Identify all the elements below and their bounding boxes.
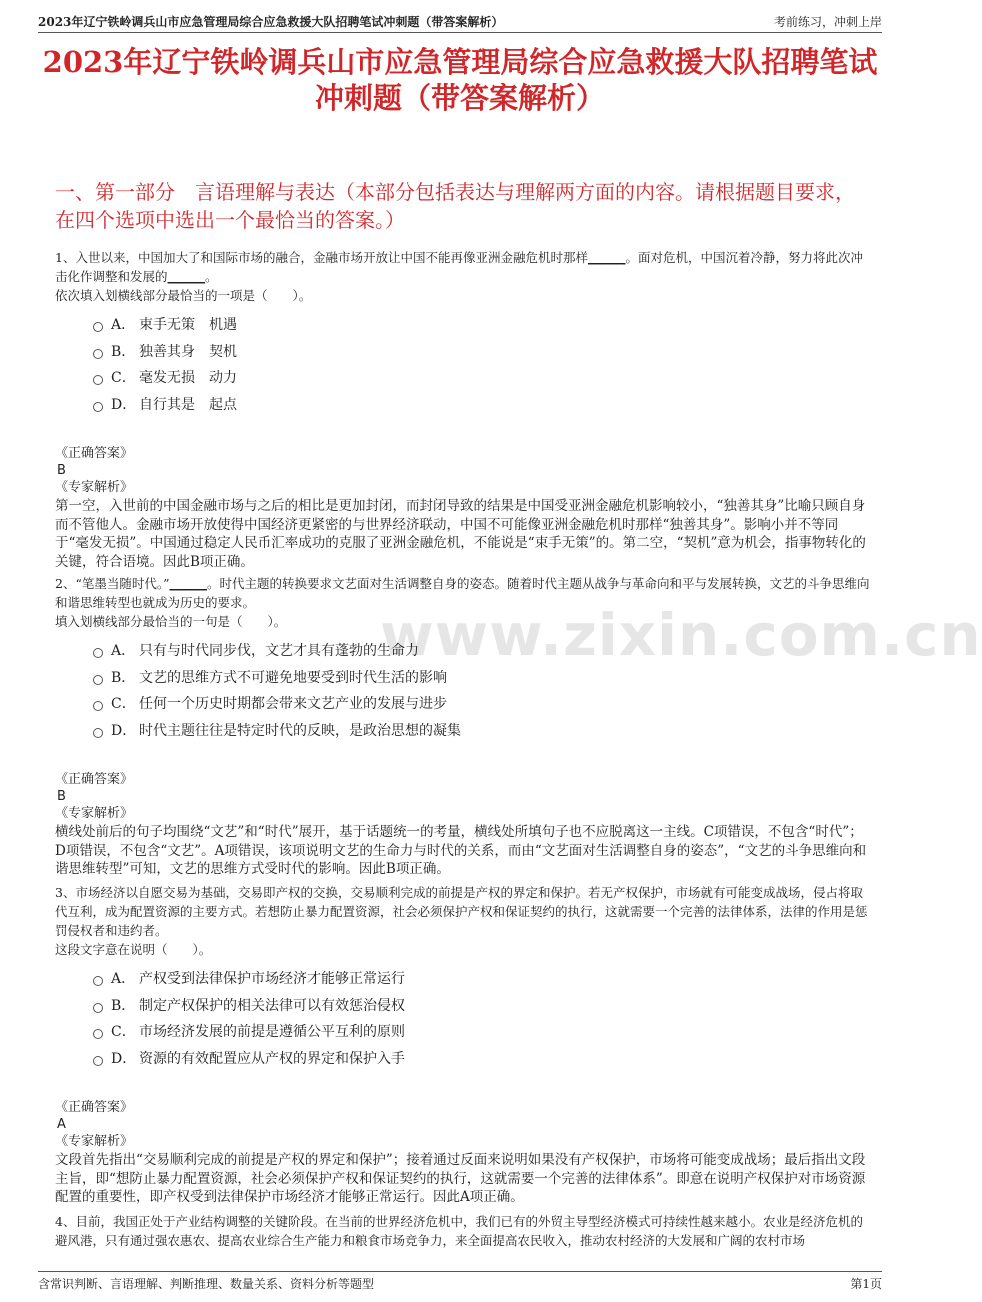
question-prompt: 依次填入划横线部分最恰当的一项是（ ）。 (55, 288, 312, 303)
option-b[interactable]: B． 文艺的思维方式不可避免地要受到时代生活的影响 (55, 664, 870, 691)
question-prompt: 填入划横线部分最恰当的一句是（ ）。 (55, 614, 287, 629)
radio-icon[interactable] (93, 322, 103, 332)
answer-label: 《正确答案》 (55, 1100, 134, 1115)
analysis-label: 《专家解析》 (55, 480, 134, 495)
option-d[interactable]: D． 时代主题往往是特定时代的反映，是政治思想的凝集 (55, 717, 870, 744)
question-stem: 3、市场经济以自愿交易为基础，交易即产权的交换，交易顺利完成的前提是产权的界定和保护。若无产权保护，市场就有可能变成战场，侵占将取代互利，成为配置资源的主要方式。若想防止暴力配置资源，社会必须保护产权和保证契约的执行，这就需要一个完善的法律体系，法律的作用是惩罚侵权者和违约者。 (55, 885, 868, 938)
answer-value: A (57, 1117, 66, 1132)
answer-value: B (57, 463, 66, 478)
option-d[interactable]: D． 资源的有效配置应从产权的界定和保护入手 (55, 1045, 870, 1072)
option-c[interactable]: C． 任何一个历史时期都会带来文艺产业的发展与进步 (55, 690, 870, 717)
section-heading: 一、第一部分 言语理解与表达（本部分包括表达与理解两方面的内容。请根据题目要求，在四个选项中选出一个最恰当的答案。） (55, 180, 855, 232)
option-d[interactable]: D． 自行其是 起点 (55, 391, 870, 418)
option-a[interactable]: A． 只有与时代同步伐，文艺才具有蓬勃的生命力 (55, 637, 870, 664)
question-stem: 2、“笔墨当随时代。”______。时代主题的转换要求文艺面对生活调整自身的姿态。随着时代主题从战争与革命向和平与发展转换，文艺的斗争思维向和谐思维转型也就成为历史的要求。 (55, 576, 870, 610)
radio-icon[interactable] (93, 1056, 103, 1066)
option-b[interactable]: B． 独善其身 契机 (55, 338, 870, 365)
radio-icon[interactable] (93, 375, 103, 385)
answer-label: 《正确答案》 (55, 772, 134, 787)
question-stem: 4、目前，我国正处于产业结构调整的关键阶段。在当前的世界经济危机中，我们已有的外贸主导型经济模式可持续性越来越小。农业是经济危机的避风港，只有通过强农惠农、提高农业综合生产能力和粮食市场竞争力，来全面提高农民收入，推动农村经济的大发展和广阔的农村市场 (55, 1214, 863, 1248)
option-c[interactable]: C． 毫发无损 动力 (55, 364, 870, 391)
radio-icon[interactable] (93, 402, 103, 412)
answer-value: B (57, 789, 66, 804)
option-a[interactable]: A． 束手无策 机遇 (55, 311, 870, 338)
analysis-label: 《专家解析》 (55, 806, 134, 821)
header-slogan: 考前练习，冲刺上岸 (773, 15, 882, 29)
question-2 (55, 574, 982, 879)
radio-icon[interactable] (93, 1029, 103, 1039)
footer-topics: 含常识判断、言语理解、判断推理、数量关系、资料分析等题型 (38, 1277, 375, 1291)
question-prompt: 这段文字意在说明（ ）。 (55, 942, 212, 957)
header-doc-title: 2023年辽宁铁岭调兵山市应急管理局综合应急救援大队招聘笔试冲刺题（带答案解析） (38, 15, 504, 29)
options-list (55, 965, 870, 1071)
radio-icon[interactable] (93, 349, 103, 359)
radio-icon[interactable] (93, 976, 103, 986)
radio-icon[interactable] (93, 728, 103, 738)
analysis-text: 第一空，入世前的中国金融市场与之后的相比是更加封闭，而封闭导致的结果是中国受亚洲金融危机影响较小，“独善其身”比喻只顾自身而不管他人。金融市场开放使得中国经济更紧密的与世界经济联动，中国不可能像亚洲金融危机时那样“独善其身”。影响小并不等同于“毫发无损”。中国通过稳定人民币汇率成功的克服了亚洲金融危机，不能说是“束手无策”的。第二空，“契机”意为机会，指事物转化的关键，符合语境。因此B项正确。 (55, 498, 866, 570)
analysis-label: 《专家解析》 (55, 1134, 134, 1149)
analysis-text: 文段首先指出“交易顺利完成的前提是产权的界定和保护”；接着通过反面来说明如果没有产权保护，市场将可能变成战场；最后指出文段主旨，即“想防止暴力配置资源，社会必须保护产权和保证契约的执行，这就需要一个完善的法律体系”。即意在说明产权保护对市场资源配置的重要性，即产权受到法律保护市场经济才能够正常运行。因此A项正确。 (55, 1152, 866, 1205)
radio-icon[interactable] (93, 701, 103, 711)
radio-icon[interactable] (93, 675, 103, 685)
page-footer (38, 1271, 882, 1292)
answer-label: 《正确答案》 (55, 446, 134, 461)
question-3 (55, 883, 870, 1207)
analysis-text: 横线处前后的句子均围绕“文艺”和“时代”展开，基于话题统一的考量，横线处所填句子也不应脱离这一主线。C项错误，不包含“时代”；D项错误，不包含“文艺”。A项错误，该项说明文艺的生命力与时代的关系，而由“文艺面对生活调整自身的姿态”，“文艺的斗争思维向和谐思维转型”可知，文艺的思维方式受时代的影响。因此B项正确。 (55, 824, 867, 877)
question-4 (55, 1212, 870, 1250)
document-title: 2023年辽宁铁岭调兵山市应急管理局综合应急救援大队招聘笔试冲刺题（带答案解析） (42, 45, 878, 115)
options-list (55, 311, 870, 417)
page-number: 第1页 (850, 1277, 882, 1291)
options-list (55, 637, 870, 743)
option-b[interactable]: B． 制定产权保护的相关法律可以有效惩治侵权 (55, 992, 870, 1019)
option-c[interactable]: C． 市场经济发展的前提是遵循公平互利的原则 (55, 1018, 870, 1045)
question-1 (55, 248, 870, 571)
radio-icon[interactable] (93, 648, 103, 658)
page-header (38, 8, 882, 33)
radio-icon[interactable] (93, 1003, 103, 1013)
option-a[interactable]: A． 产权受到法律保护市场经济才能够正常运行 (55, 965, 870, 992)
question-stem: 1、入世以来，中国加大了和国际市场的融合，金融市场开放让中国不能再像亚洲金融危机时那样______。面对危机，中国沉着冷静，努力将此次冲击化作调整和发展的______。 (55, 250, 863, 284)
watermark: www.zixin.com.cn (380, 601, 982, 669)
